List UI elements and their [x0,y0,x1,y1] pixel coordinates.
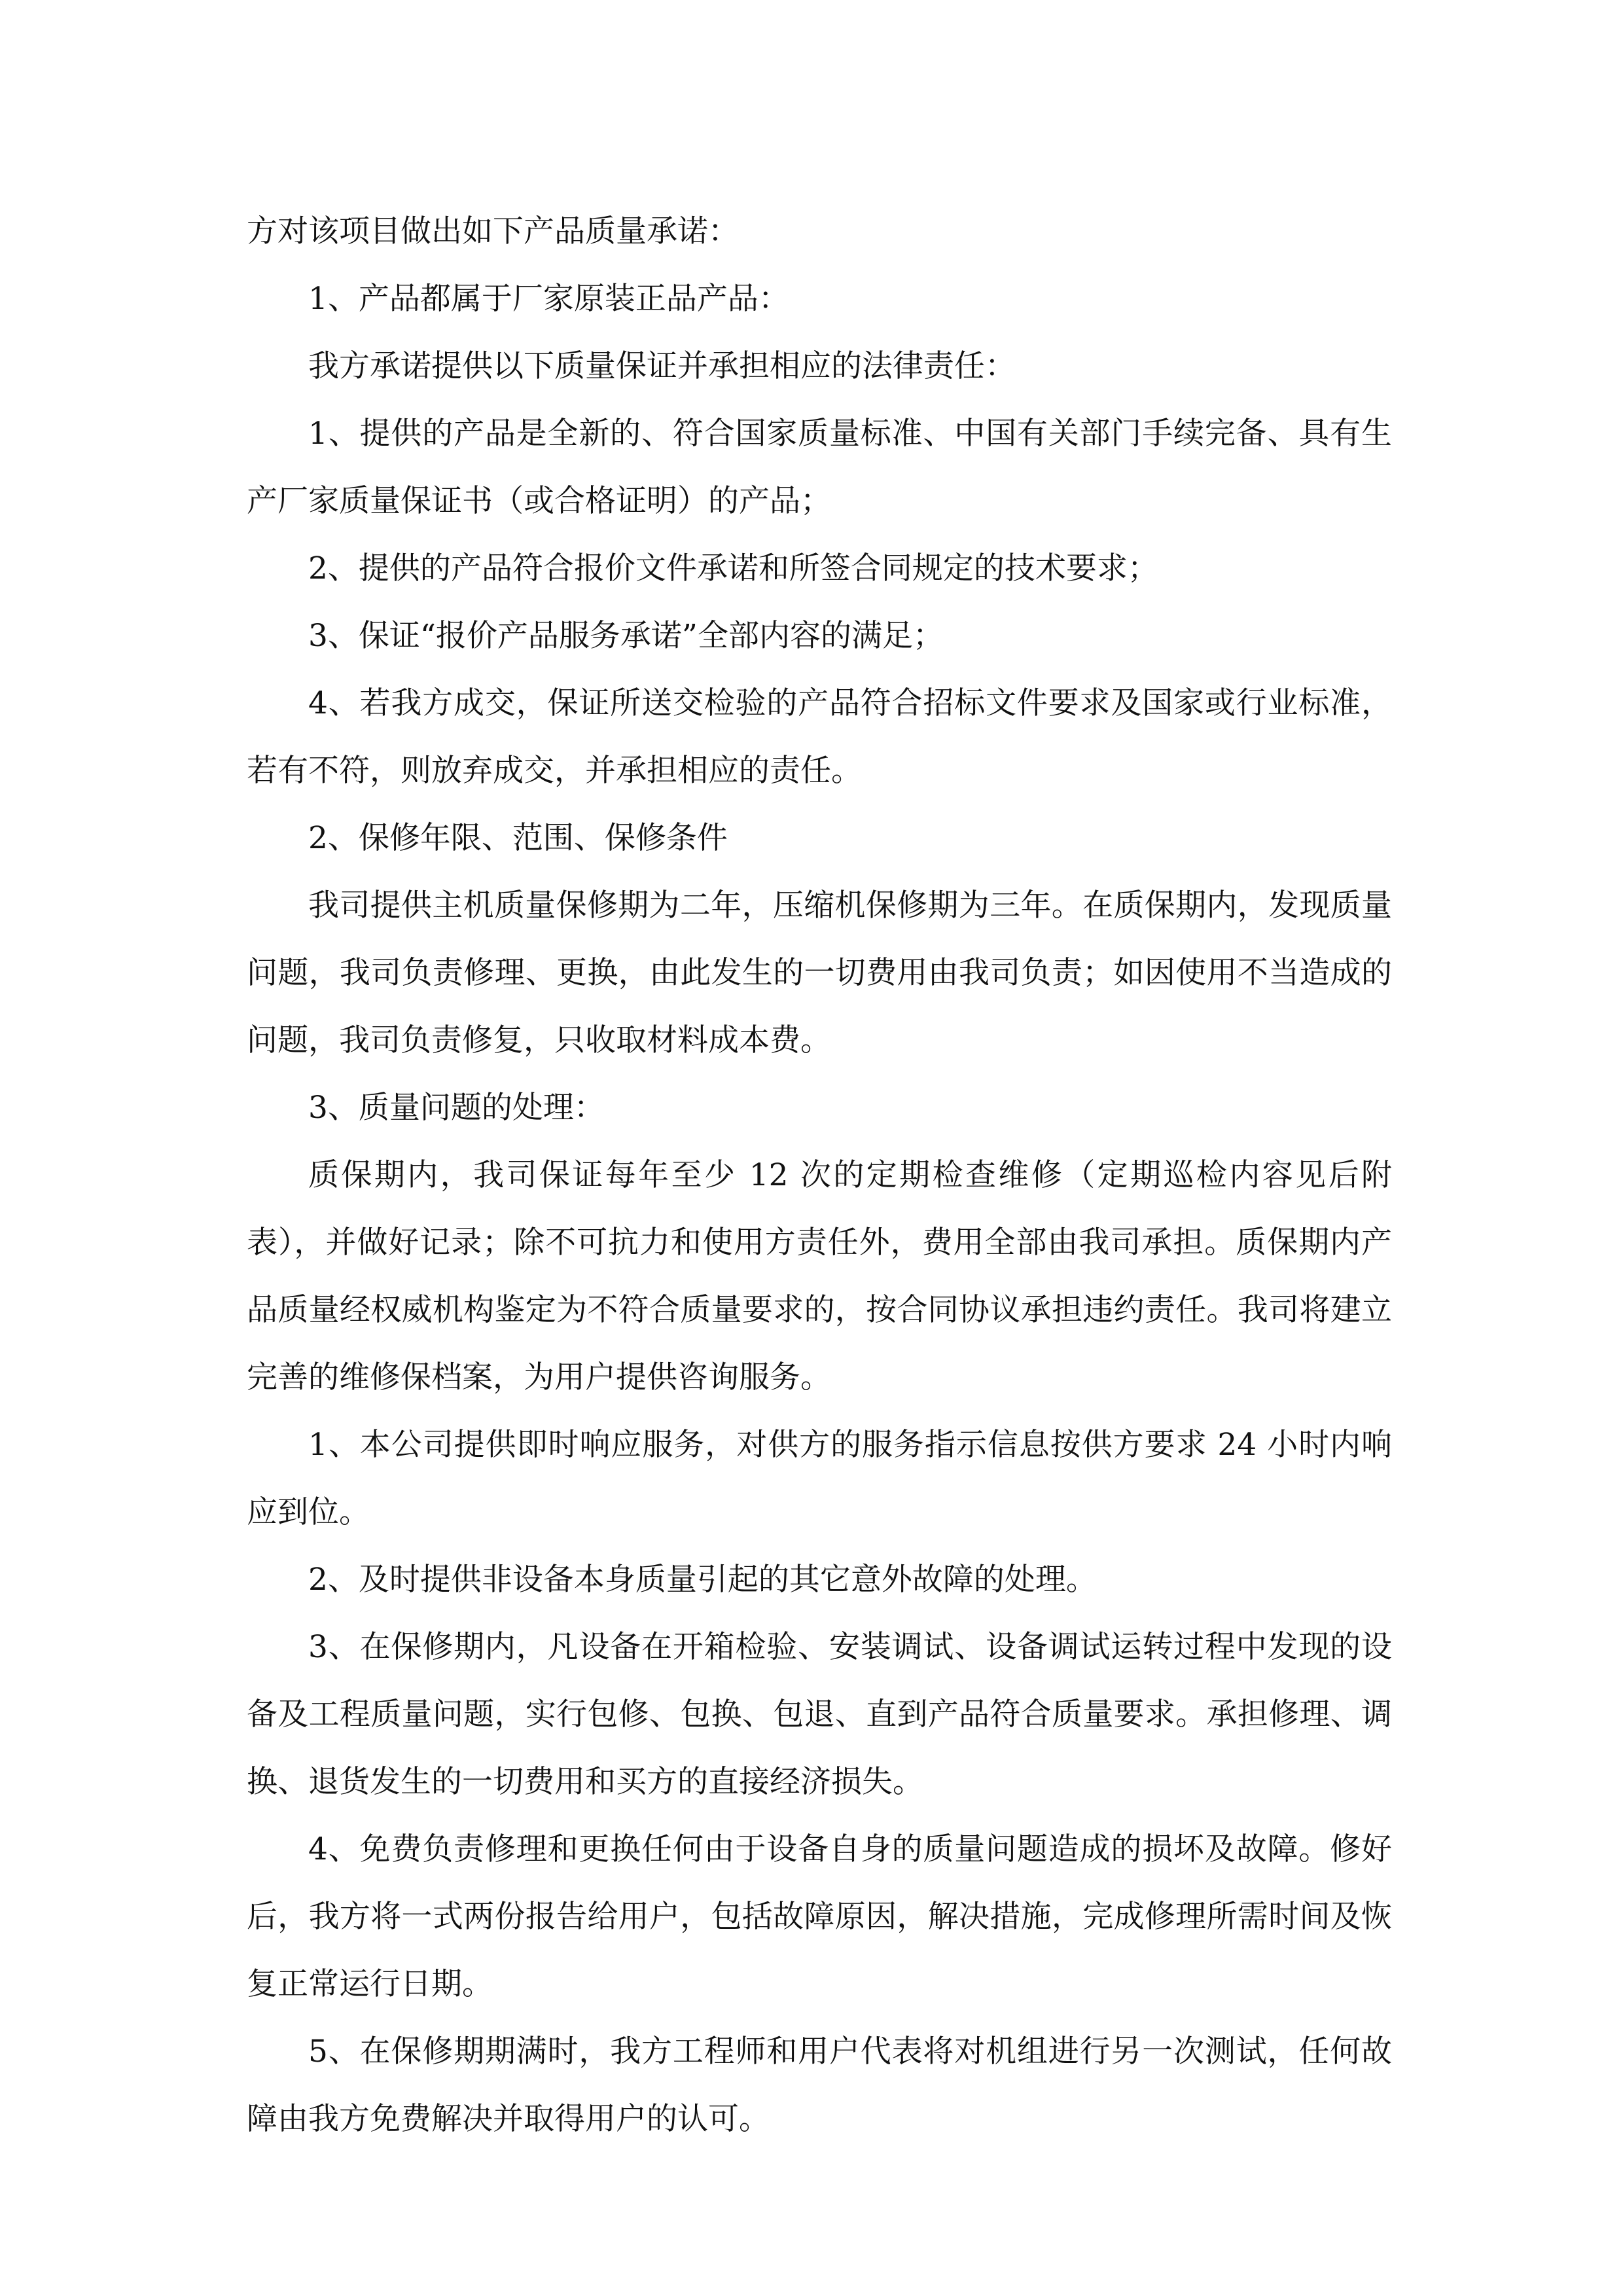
paragraph-item: 4、若我方成交，保证所送交检验的产品符合招标文件要求及国家或行业标准，若有不符，则放弃成交，并承担相应的责任。 [247,685,1392,789]
paragraph-item: 5、在保修期期满时，我方工程师和用户代表将对机组进行另一次测试，任何故障由我方免费解决并取得用户的认可。 [247,2034,1392,2137]
paragraph-item: 我司提供主机质量保修期为二年，压缩机保修期为三年。在质保期内，发现质量问题，我司负责修理、更换，由此发生的一切费用由我司负责；如因使用不当造成的问题，我司负责修复，只收取材料成本费。 [247,888,1392,1058]
paragraph-item: 1、产品都属于厂家原装正品产品： [308,281,789,317]
paragraph-item: 1、本公司提供即时响应服务，对供方的服务指示信息按供方要求 24 小时内响应到位。 [247,1427,1392,1530]
paragraph-item: 1、提供的产品是全新的、符合国家质量标准、中国有关部门手续完备、具有生产厂家质量保证书（或合格证明）的产品； [247,416,1392,519]
document-body [247,198,1392,2153]
paragraph-item: 我方承诺提供以下质量保证并承担相应的法律责任： [308,348,1016,384]
paragraph-item: 3、在保修期内，凡设备在开箱检验、安装调试、设备调试运转过程中发现的设备及工程质量问题，实行包修、包换、包退、直到产品符合质量要求。承担修理、调换、退货发生的一切费用和买方的直接经济损失。 [247,1629,1392,1800]
paragraph-item: 质保期内，我司保证每年至少 12 次的定期检查维修（定期巡检内容见后附表），并做好记录；除不可抗力和使用方责任外，费用全部由我司承担。质保期内产品质量经权威机构鉴定为不符合质量要求的，按合同协议承担违约责任。我司将建立完善的维修保档案，为用户提供咨询服务。 [247,1157,1392,1395]
paragraph-intro: 方对该项目做出如下产品质量承诺： [247,213,739,249]
paragraph-item: 3、保证“报价产品服务承诺”全部内容的满足； [308,618,944,654]
section-heading: 3、质量问题的处理： [308,1090,605,1126]
section-heading: 2、保修年限、范围、保修条件 [308,820,728,856]
paragraph-item: 2、及时提供非设备本身质量引起的其它意外故障的处理。 [308,1562,1097,1598]
paragraph-item: 2、提供的产品符合报价文件承诺和所签合同规定的技术要求； [308,550,1158,586]
paragraph-item: 4、免费负责修理和更换任何由于设备自身的质量问题造成的损坏及故障。修好后，我方将一式两份报告给用户，包括故障原因，解决措施，完成修理所需时间及恢复正常运行日期。 [247,1831,1392,2002]
